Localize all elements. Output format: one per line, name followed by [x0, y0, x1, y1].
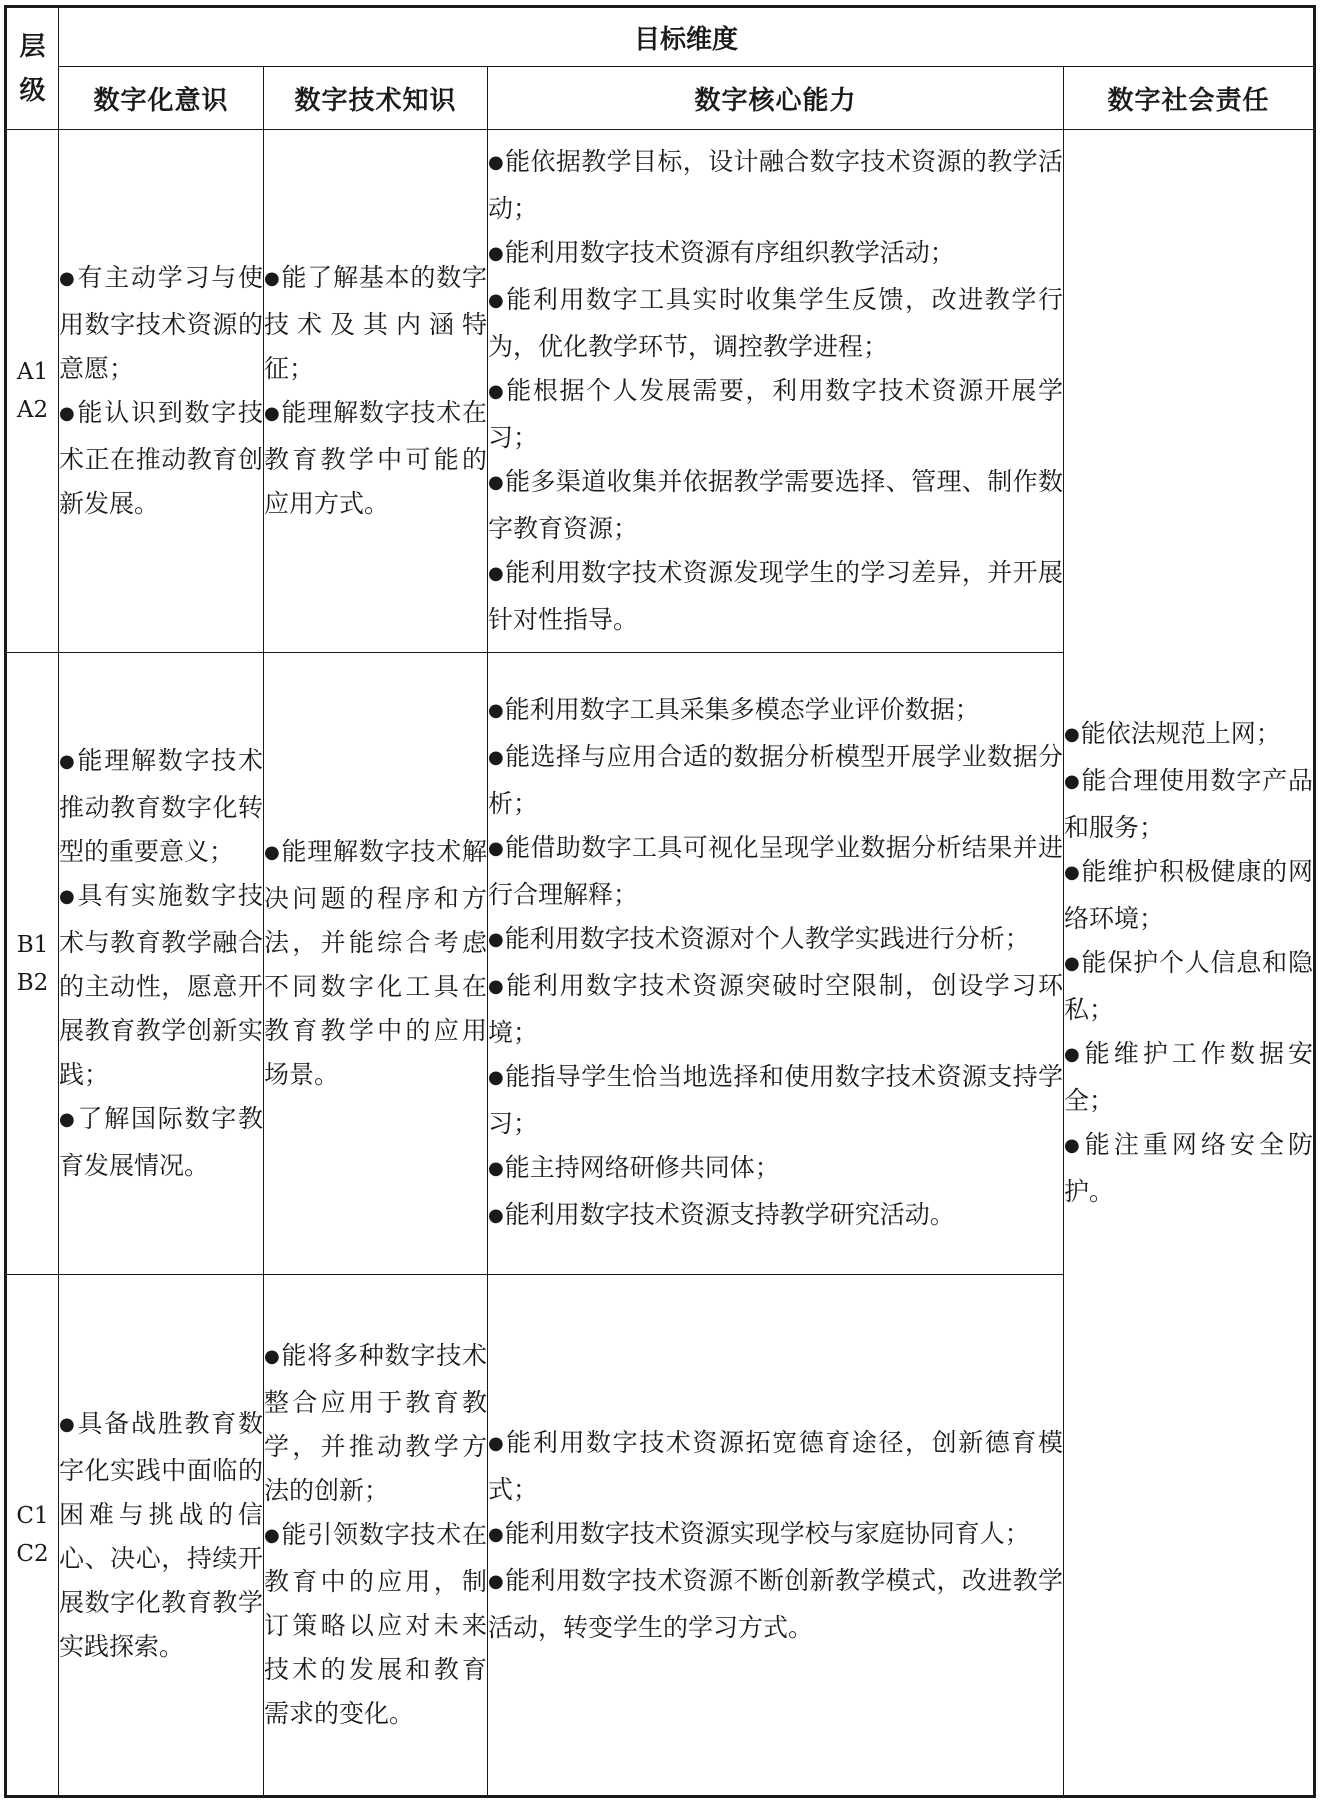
bullet-icon: ● — [264, 1525, 281, 1546]
bullet-icon: ● — [264, 403, 281, 424]
list-item — [488, 1559, 1063, 1650]
bullet-icon: ● — [1064, 1134, 1084, 1156]
list-item — [488, 1421, 1063, 1512]
competence-cell — [488, 130, 1064, 653]
list-item — [488, 460, 1063, 551]
competency-table-page — [4, 5, 1313, 1811]
item-text: 能利用数字技术资源实现学校与家庭协同育人； — [504, 1518, 1030, 1548]
level-header-char-2: 级 — [19, 75, 46, 106]
bullet-icon: ● — [264, 842, 281, 863]
bullet-icon: ● — [488, 152, 505, 173]
item-text: 能多渠道收集并依据教学需要选择、管理、制作数字教育资源； — [488, 467, 1063, 543]
item-text: 能注重网络安全防护。 — [1064, 1129, 1313, 1206]
bullet-icon: ● — [488, 1066, 505, 1088]
competence-cell — [488, 1275, 1064, 1797]
item-text: 能依法规范上网； — [1080, 718, 1281, 748]
item-text: 能理解数字技术推动教育数字化转型的重要意义； — [59, 746, 263, 866]
list-item — [488, 369, 1063, 460]
bullet-icon: ● — [264, 1346, 281, 1367]
bullet-icon: ● — [488, 928, 504, 950]
table-row — [6, 130, 1315, 653]
item-text: 能维护工作数据安全； — [1064, 1038, 1313, 1115]
list-item — [1064, 941, 1313, 1032]
list-item — [59, 739, 263, 874]
bullet-icon: ● — [1064, 770, 1081, 792]
item-text: 能借助数字工具可视化呈现学业数据分析结果并进行合理解释； — [488, 832, 1063, 909]
list-item — [264, 1513, 487, 1736]
column-header-awareness: 数字化意识 — [59, 67, 264, 130]
item-text: 具有实施数字技术与教育教学融合的主动性，愿意开展教育教学创新实践； — [59, 881, 263, 1089]
list-item — [59, 256, 263, 391]
bullet-icon: ● — [488, 563, 505, 584]
item-text: 能利用数字技术资源不断创新教学模式，改进教学活动，转变学生的学习方式。 — [488, 1565, 1063, 1642]
bullet-icon: ● — [488, 746, 505, 768]
list-item — [488, 735, 1063, 826]
column-header-responsibility: 数字社会责任 — [1064, 67, 1315, 130]
knowledge-cell — [264, 1275, 488, 1797]
level-label: C1 — [16, 1503, 49, 1529]
bullet-icon: ● — [1064, 861, 1081, 883]
item-text: 能将多种数字技术整合应用于教育教学，并推动教学方法的创新； — [264, 1341, 487, 1505]
list-item — [264, 391, 487, 526]
header-row-columns — [6, 67, 1315, 130]
bullet-icon: ● — [59, 403, 77, 424]
list-item — [264, 256, 487, 391]
list-item — [59, 1097, 263, 1188]
item-text: 能利用数字技术资源拓宽德育途径，创新德育模式； — [488, 1427, 1063, 1504]
list-item — [264, 1334, 487, 1513]
knowledge-cell — [264, 653, 488, 1275]
bullet-icon: ● — [1064, 952, 1081, 974]
list-item — [488, 1512, 1063, 1559]
awareness-cell — [59, 1275, 264, 1797]
dimension-header: 目标维度 — [59, 7, 1315, 67]
column-header-competence: 数字核心能力 — [488, 67, 1064, 130]
item-text: 能利用数字工具实时收集学生反馈，改进教学行为，优化教学环节，调控教学进程； — [488, 285, 1063, 361]
list-item — [59, 874, 263, 1097]
item-text: 能依据教学目标，设计融合数字技术资源的教学活动； — [488, 147, 1063, 223]
list-item — [59, 1402, 263, 1669]
bullet-icon: ● — [488, 472, 505, 493]
bullet-icon: ● — [488, 837, 505, 859]
level-header — [6, 7, 59, 130]
item-text: 有主动学习与使用数字技术资源的意愿； — [59, 263, 263, 383]
list-item — [488, 1146, 1063, 1193]
bullet-icon: ● — [488, 1204, 504, 1226]
list-item — [488, 917, 1063, 964]
level-label: B1 — [16, 931, 49, 958]
item-text: 能认识到数字技术正在推动教育创新发展。 — [59, 398, 263, 518]
column-header-knowledge: 数字技术知识 — [264, 67, 488, 130]
bullet-icon: ● — [59, 886, 77, 907]
item-text: 能利用数字技术资源突破时空限制，创设学习环境； — [488, 970, 1063, 1047]
bullet-icon: ● — [488, 699, 504, 721]
list-item — [488, 231, 1063, 278]
awareness-cell — [59, 653, 264, 1275]
bullet-icon: ● — [488, 1570, 505, 1592]
bullet-icon: ● — [59, 1109, 77, 1130]
bullet-icon: ● — [59, 268, 77, 289]
awareness-cell — [59, 130, 264, 653]
list-item — [264, 830, 487, 1097]
knowledge-cell — [264, 130, 488, 653]
level-label: B2 — [16, 969, 49, 996]
item-text: 能利用数字技术资源有序组织教学活动； — [504, 238, 955, 267]
bullet-icon: ● — [488, 1523, 504, 1545]
item-text: 具备战胜教育数字化实践中面临的困难与挑战的信心、决心，持续开展数字化教育教学实践探索。 — [59, 1408, 263, 1661]
item-text: 能理解数字技术在教育教学中可能的应用方式。 — [264, 398, 487, 518]
item-text: 能利用数字工具采集多模态学业评价数据； — [504, 694, 980, 724]
level-header-char-1: 层 — [19, 31, 46, 62]
list-item — [488, 688, 1063, 735]
list-item — [59, 391, 263, 526]
competence-cell — [488, 653, 1064, 1275]
list-item — [488, 278, 1063, 369]
level-cell — [6, 1275, 59, 1797]
level-label: A2 — [16, 397, 49, 423]
bullet-icon: ● — [488, 1157, 504, 1179]
level-cell — [6, 653, 59, 1275]
item-text: 能了解基本的数字技术及其内涵特征； — [264, 263, 487, 383]
bullet-icon: ● — [59, 1413, 77, 1435]
bullet-icon: ● — [1064, 723, 1080, 745]
item-text: 能利用数字技术资源对个人教学实践进行分析； — [504, 923, 1030, 953]
item-text: 了解国际数字教育发展情况。 — [59, 1104, 263, 1180]
list-item — [1064, 850, 1313, 941]
bullet-icon: ● — [59, 751, 77, 772]
item-text: 能根据个人发展需要，利用数字技术资源开展学习； — [488, 376, 1063, 452]
bullet-icon: ● — [488, 975, 506, 997]
item-text: 能维护积极健康的网络环境； — [1064, 856, 1313, 933]
level-label: C2 — [16, 1541, 49, 1567]
bullet-icon: ● — [488, 381, 506, 402]
list-item — [488, 826, 1063, 917]
item-text: 能合理使用数字产品和服务； — [1064, 765, 1313, 842]
header-row-dimension — [6, 7, 1315, 67]
bullet-icon: ● — [488, 1432, 506, 1454]
item-text: 能选择与应用合适的数据分析模型开展学业数据分析； — [488, 741, 1063, 818]
list-item — [1064, 712, 1313, 759]
competency-table — [4, 5, 1316, 1798]
list-item — [1064, 1123, 1313, 1214]
list-item — [1064, 759, 1313, 850]
item-text: 能保护个人信息和隐私； — [1064, 947, 1313, 1024]
list-item — [488, 140, 1063, 231]
list-item — [488, 551, 1063, 642]
level-label: A1 — [16, 359, 49, 385]
list-item — [488, 964, 1063, 1055]
level-cell — [6, 130, 59, 653]
responsibility-cell — [1064, 130, 1315, 1797]
bullet-icon: ● — [1064, 1043, 1084, 1065]
bullet-icon: ● — [264, 268, 281, 289]
list-item — [488, 1193, 1063, 1240]
list-item — [488, 1055, 1063, 1146]
bullet-icon: ● — [488, 290, 506, 311]
item-text: 能利用数字技术资源发现学生的学习差异，并开展针对性指导。 — [488, 558, 1063, 634]
item-text: 能利用数字技术资源支持教学研究活动。 — [504, 1199, 955, 1229]
item-text: 能引领数字技术在教育中的应用，制订策略以应对未来技术的发展和教育需求的变化。 — [264, 1520, 487, 1728]
list-item — [1064, 1032, 1313, 1123]
item-text: 能理解数字技术解决问题的程序和方法，并能综合考虑不同数字化工具在教育教学中的应用场景。 — [264, 837, 487, 1089]
bullet-icon: ● — [488, 243, 504, 264]
item-text: 能主持网络研修共同体； — [504, 1152, 780, 1182]
item-text: 能指导学生恰当地选择和使用数字技术资源支持学习； — [488, 1061, 1063, 1138]
